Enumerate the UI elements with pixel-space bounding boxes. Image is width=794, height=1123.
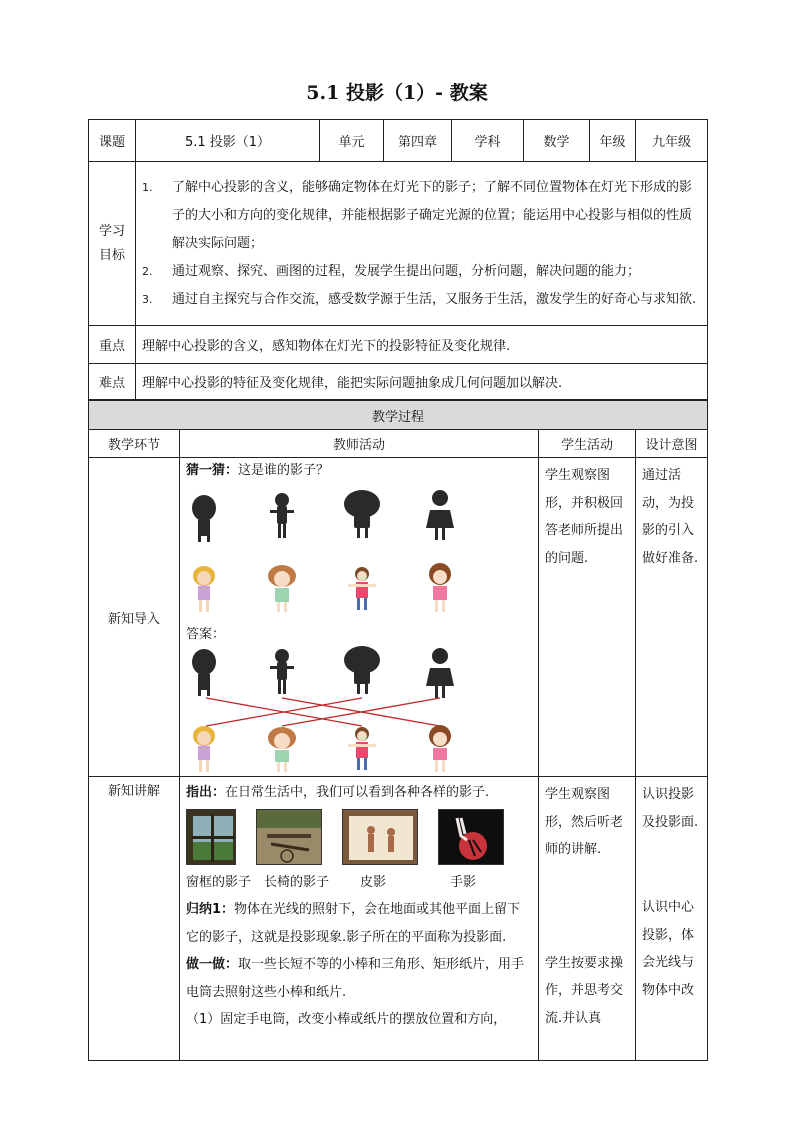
unit-value: 第四章	[384, 120, 452, 162]
window-shadow-photo	[186, 809, 236, 865]
stage-explain: 新知讲解	[89, 777, 180, 1061]
do-text: 取一些长短不等的小棒和三角形、矩形纸片，用手电筒去照射这些小棒和纸片.	[186, 957, 525, 1000]
photo-captions	[186, 869, 532, 897]
unit-label: 单元	[320, 120, 384, 162]
shadow-photos	[186, 809, 532, 865]
girl-figure-3	[348, 567, 376, 610]
column-header: 设计意图	[636, 430, 708, 458]
answer-girl-1	[193, 726, 215, 772]
goals-label	[89, 162, 136, 326]
lesson-label: 课题	[89, 120, 136, 162]
design-intent-a: 认识投影及投影面.	[642, 787, 699, 830]
step-1-text: （1）固定手电筒，改变小棒或纸片的摆放位置和方向，	[186, 1012, 507, 1027]
student-activity-explain	[539, 777, 636, 1061]
summary-label: 归纳1：	[186, 902, 235, 917]
point-text: 在日常生活中，我们可以看到各种各样的影子.	[225, 785, 490, 800]
guess-text: 这是谁的影子？	[238, 463, 330, 478]
grade-value: 九年级	[636, 120, 708, 162]
goal-item	[136, 258, 701, 286]
caption-window: 窗框的影子	[186, 874, 252, 890]
hand-shadow-photo	[438, 809, 504, 865]
answer-girl-4	[429, 725, 451, 772]
answer-shadow-4	[426, 648, 454, 698]
goal-text: 通过观察、探究、画图的过程，发展学生提出问题，分析问题，解决问题的能力；	[172, 263, 641, 279]
shadow-figure-2	[270, 493, 294, 538]
goals-label-text: 学习 目标	[98, 223, 125, 263]
student-activity-b: 学生按要求操作，并思考交流.并认真	[545, 955, 624, 1026]
answer-girl-3	[348, 727, 376, 770]
design-intent-b: 认识中心投影，体会光线与物体中改	[642, 900, 695, 998]
goal-item	[136, 286, 701, 314]
shadow-figure-4	[426, 490, 454, 540]
teaching-process-table	[88, 400, 708, 1061]
girl-figure-1	[193, 566, 215, 612]
summary-text: 物体在光线的照射下，会在地面或其他平面上留下它的影子，这就是投影现象.影子所在的平面称为投影面.	[186, 902, 521, 945]
cartoon-figures-row	[186, 560, 476, 620]
caption-bench: 长椅的影子	[264, 874, 330, 890]
lesson-info-table	[88, 119, 708, 400]
goal-text: 了解中心投影的含义，能够确定物体在灯光下的影子；了解不同位置物体在灯光下形成的影子的大小和方向的变化规律，并能根据影子确定光源的位置；能运用中心投影与相似的性质解决实际问题；	[172, 179, 693, 251]
do-label: 做一做：	[186, 957, 239, 972]
stage-intro: 新知导入	[89, 458, 180, 777]
girl-figure-4	[429, 563, 451, 612]
design-intent-intro: 通过活动，为投影的引入做好准备.	[636, 458, 708, 777]
goals-list	[136, 162, 708, 326]
subject-value: 数学	[524, 120, 590, 162]
difficulty-label: 难点	[89, 364, 136, 400]
teacher-activity-explain	[180, 777, 539, 1061]
shadow-puppet-photo	[342, 809, 418, 865]
answer-matching-figure	[186, 646, 486, 774]
answer-shadow-2	[270, 649, 294, 694]
page-title: 5.1 投影（1）- 教案	[306, 82, 488, 104]
design-intent-explain	[636, 777, 708, 1061]
bench-shadow-photo	[256, 809, 322, 865]
goal-number: 1.	[142, 180, 153, 194]
shadow-figures-row	[186, 486, 476, 546]
goal-item	[136, 174, 701, 258]
caption-hand: 手影	[450, 874, 477, 890]
key-point-label: 重点	[89, 326, 136, 364]
answer-shadow-1	[192, 649, 216, 696]
column-header: 教师活动	[180, 430, 539, 458]
answer-shadow-3	[344, 646, 380, 694]
lesson-value: 5.1 投影（1）	[136, 120, 320, 162]
key-point-text: 理解中心投影的含义，感知物体在灯光下的投影特征及变化规律.	[136, 326, 708, 364]
subject-label: 学科	[452, 120, 524, 162]
caption-puppet: 皮影	[360, 874, 387, 890]
grade-label: 年级	[590, 120, 636, 162]
answer-girl-2	[268, 727, 296, 772]
teacher-activity-intro	[180, 458, 539, 777]
goal-text: 通过自主探究与合作交流，感受数学源于生活，又服务于生活，激发学生的好奇心与求知欲.	[172, 291, 697, 307]
answer-label: 答案：	[186, 627, 226, 642]
goal-number: 3.	[142, 292, 153, 306]
student-activity-intro: 学生观察图形，并积极回答老师所提出的问题.	[539, 458, 636, 777]
guess-title: 猜一猜：	[186, 463, 239, 478]
girl-figure-2	[268, 565, 296, 612]
point-label: 指出：	[186, 785, 226, 800]
shadow-figure-3	[344, 490, 380, 538]
difficulty-text: 理解中心投影的特征及变化规律，能把实际问题抽象成几何问题加以解决.	[136, 364, 708, 400]
process-heading: 教学过程	[89, 401, 708, 430]
shadow-figure-1	[192, 495, 216, 542]
goal-number: 2.	[142, 264, 153, 278]
matching-lines	[206, 698, 440, 726]
column-header: 学生活动	[539, 430, 636, 458]
student-activity-a: 学生观察图形，然后听老师的讲解.	[545, 787, 624, 857]
column-header: 教学环节	[89, 430, 180, 458]
